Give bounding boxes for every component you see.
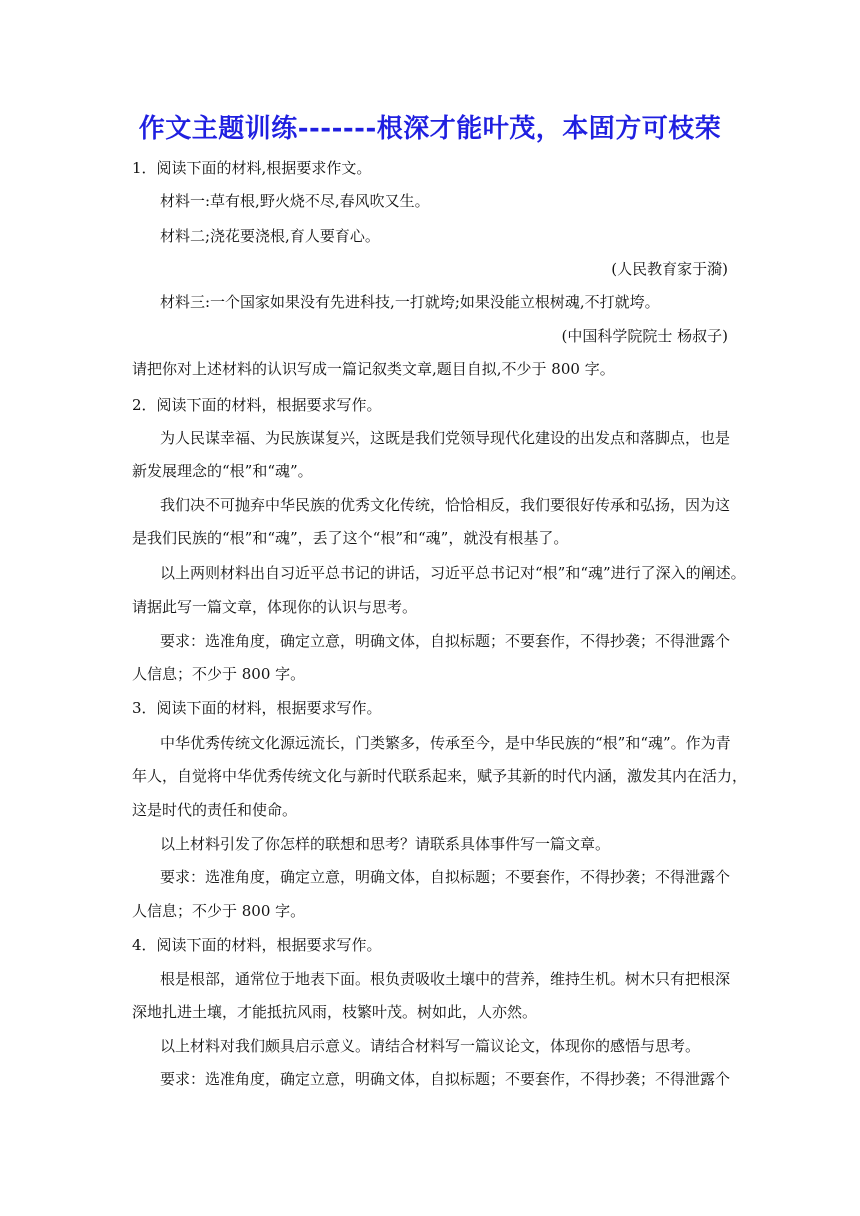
q1-material-2: 材料二;浇花要浇根,育人要育心。: [160, 227, 380, 245]
q3-requirement-line-1: 要求：选准角度，确定立意，明确文体，自拟标题；不要套作，不得抄袭；不得泄露个: [160, 868, 731, 886]
q4-prompt: 4．阅读下面的材料，根据要求写作。: [132, 936, 382, 954]
q2-paragraph-3-line-2: 请据此写一篇文章，体现你的认识与思考。: [132, 598, 418, 616]
q3-requirement-line-2: 人信息；不少于 800 字。: [132, 902, 306, 920]
q2-paragraph-1-line-1: 为人民谋幸福、为民族谋复兴，这既是我们党领导现代化建设的出发点和落脚点，也是: [160, 429, 731, 447]
q2-requirement-line-2: 人信息；不少于 800 字。: [132, 665, 306, 683]
q4-requirement-line-1: 要求：选准角度，确定立意，明确文体，自拟标题；不要套作，不得抄袭；不得泄露个: [160, 1070, 731, 1088]
q1-material-2-source: (人民教育家于漪): [611, 260, 728, 278]
q2-paragraph-1-line-2: 新发展理念的“根”和“魂”。: [132, 462, 313, 480]
q3-paragraph-2: 以上材料引发了你怎样的联想和思考？请联系具体事件写一篇文章。: [160, 835, 611, 853]
q1-prompt: 1．阅读下面的材料,根据要求作文。: [132, 159, 372, 177]
q4-paragraph-1-line-1: 根是根部，通常位于地表下面。根负责吸收土壤中的营养，维持生机。树木只有把根深: [160, 970, 731, 988]
q1-material-3: 材料三:一个国家如果没有先进科技,一打就垮;如果没能立根树魂,不打就垮。: [160, 293, 660, 311]
q3-prompt: 3．阅读下面的材料，根据要求写作。: [132, 699, 382, 717]
q1-requirement: 请把你对上述材料的认识写成一篇记叙类文章,题目自拟,不少于 800 字。: [132, 360, 615, 378]
q3-paragraph-1-line-2: 年人，自觉将中华优秀传统文化与新时代联系起来，赋予其新的时代内涵，激发其内在活力，: [132, 767, 748, 785]
q3-paragraph-1-line-1: 中华优秀传统文化源远流长，门类繁多，传承至今，是中华民族的“根”和“魂”。作为青: [160, 734, 731, 752]
q3-paragraph-1-line-3: 这是时代的责任和使命。: [132, 801, 298, 819]
q2-requirement-line-1: 要求：选准角度，确定立意，明确文体，自拟标题；不要套作，不得抄袭；不得泄露个: [160, 632, 731, 650]
page-title: 作文主题训练-------根深才能叶茂，本固方可枝荣: [138, 114, 722, 144]
q1-material-1: 材料一:草有根,野火烧不尽,春风吹又生。: [160, 192, 430, 210]
q2-prompt: 2．阅读下面的材料，根据要求写作。: [132, 396, 382, 414]
q2-paragraph-2-line-2: 是我们民族的“根”和“魂”，丢了这个“根”和“魂”，就没有根基了。: [132, 529, 569, 547]
q4-paragraph-1-line-2: 深地扎进土壤，才能抵抗风雨，枝繁叶茂。树如此，人亦然。: [132, 1003, 538, 1021]
q2-paragraph-3-line-1: 以上两则材料出自习近平总书记的讲话，习近平总书记对“根”和“魂”进行了深入的阐述。: [160, 564, 746, 582]
q1-material-3-source: (中国科学院院士 杨叔子): [561, 327, 728, 345]
q2-paragraph-2-line-1: 我们决不可抛弃中华民族的优秀文化传统，恰恰相反，我们要很好传承和弘扬，因为这: [160, 496, 731, 514]
q4-paragraph-2: 以上材料对我们颇具启示意义。请结合材料写一篇议论文，体现你的感悟与思考。: [160, 1037, 701, 1055]
